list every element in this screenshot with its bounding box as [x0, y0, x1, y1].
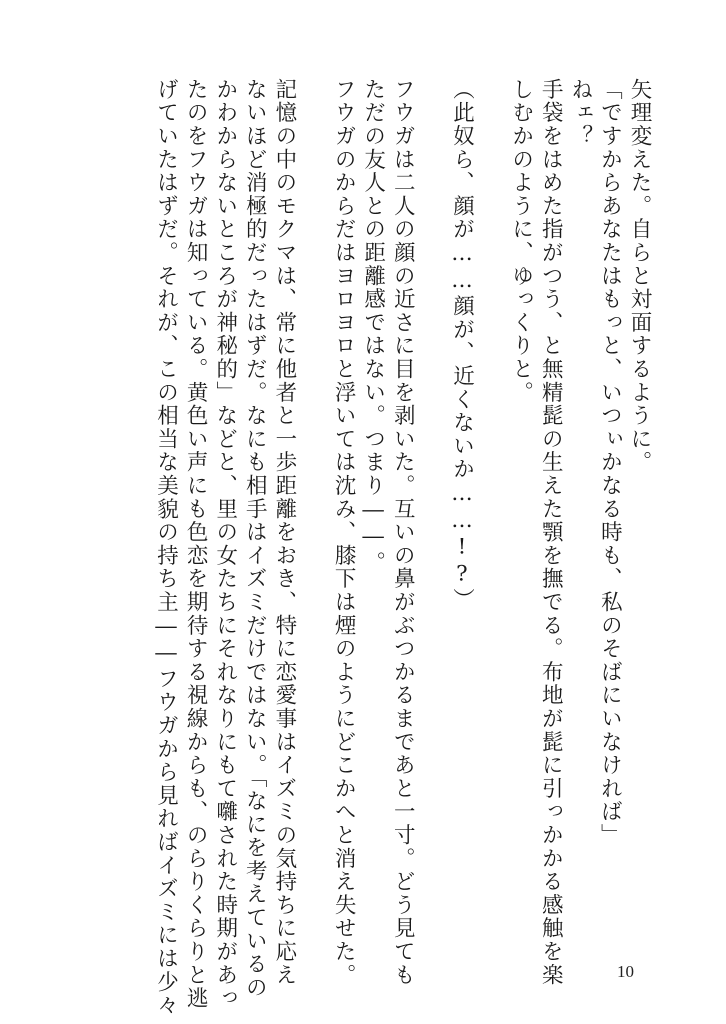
vertical-text-body — [54, 78, 654, 1017]
text-line: 記憶の中のモクマは、常に他者と一歩距離をおき、特に恋愛事はイズミの気持ちに応え — [271, 78, 297, 987]
text-line: 「ですからあなたはもっと、いつぃかなる時も、私のそばにいなければ」 — [597, 78, 623, 847]
text-line: しむかのように、ゆっくりと。 — [508, 78, 534, 405]
text-line: かわからないところが神秘的」などと、里の女たちにそれなりにもて囃された時期があっ — [212, 78, 238, 1010]
text-line: ないほど消極的だったはずだ。なにも相手はイズミだけではない。「なにを考えているの — [242, 78, 268, 1000]
text-line: ねェ？ — [567, 78, 593, 148]
text-line: フウガのからだはヨロヨロと浮いては沈み、膝下は煙のようにどこかへと消え失せた。 — [331, 78, 357, 987]
blank-line — [476, 78, 506, 978]
text-line: ただの友人との距離感ではない。つまり――。 — [360, 78, 386, 575]
page-number: 10 — [617, 962, 634, 981]
text-line: 矢理変えた。自らと対面するように。 — [627, 78, 652, 475]
text-line: たのをフウガは知っている。黄色い声にも色恋を期待する視線からも、のらりくらりと逃 — [183, 78, 209, 1010]
blank-line — [417, 78, 447, 978]
text-line: 手袋をはめた指がつう、と無精髭の生えた顎を撫でる。布地が髭に引っかかる感触を楽 — [538, 78, 564, 987]
text-line: （此奴ら、顔が……顔が、近くないか……!?） — [449, 78, 475, 612]
blank-line — [299, 78, 329, 978]
text-line: フウガは二人の顔の近さに目を剥いた。互いの鼻がぶつかるまであと一寸。どう見ても — [390, 78, 416, 987]
text-line: げていたはずだ。それが、この相当な美貌の持ち主――フウガから見ればイズミには少々 — [153, 78, 179, 1017]
